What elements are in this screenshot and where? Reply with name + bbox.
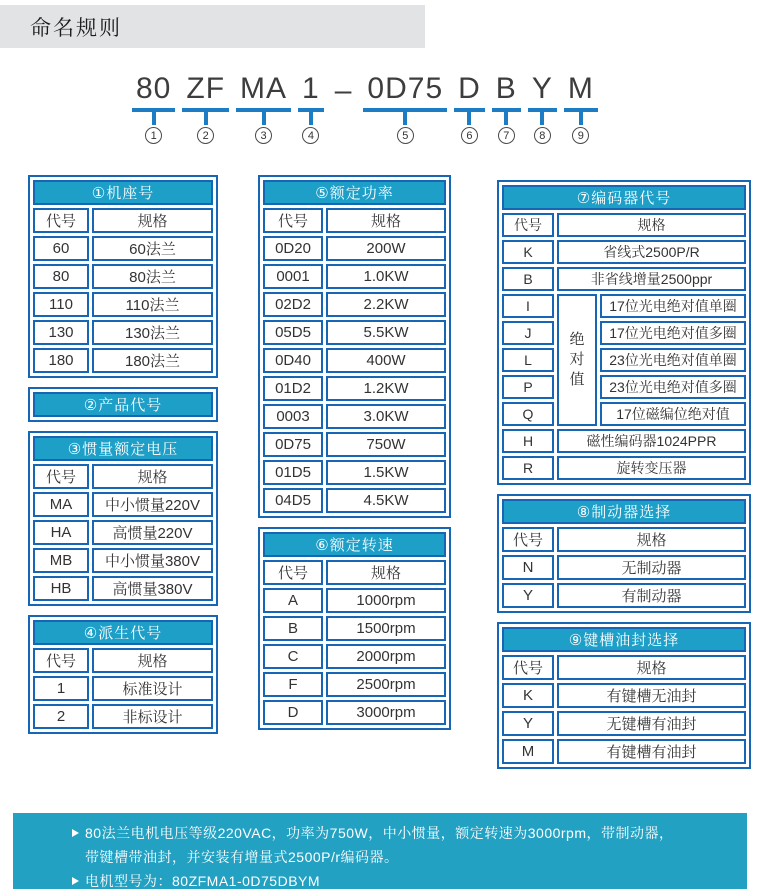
table-cell: 0D40 xyxy=(263,348,323,373)
table-cell: 02D2 xyxy=(263,292,323,317)
table-row xyxy=(263,432,446,457)
table-band: ②产品代号 xyxy=(33,392,213,417)
table-row xyxy=(33,236,213,261)
table-cell: 代号 xyxy=(502,213,554,237)
table-cell: Q xyxy=(502,402,554,426)
table-row xyxy=(502,555,746,580)
table-band: ⑦编码器代号 xyxy=(502,185,746,210)
table-row xyxy=(33,576,213,601)
table-cell: 4.5KW xyxy=(326,488,446,513)
table-cell: 110 xyxy=(33,292,89,317)
table-row xyxy=(263,616,446,641)
table-cell: 1.2KW xyxy=(326,376,446,401)
model-segment-text: B xyxy=(495,72,517,105)
table-cell: HB xyxy=(33,576,89,601)
table-cell: 80法兰 xyxy=(92,264,213,289)
spec-table xyxy=(258,527,451,730)
table-cell: P xyxy=(502,375,554,399)
segment-number-badge: 8 xyxy=(534,127,551,144)
table-band-row xyxy=(33,436,213,461)
spec-table xyxy=(28,175,218,378)
table-row xyxy=(502,655,746,680)
table-row xyxy=(263,264,446,289)
table-band: ④派生代号 xyxy=(33,620,213,645)
table-row xyxy=(502,294,746,318)
segment-number-badge: 2 xyxy=(197,127,214,144)
table-row xyxy=(502,711,746,736)
table-cell: 旋转变压器 xyxy=(557,456,746,480)
model-segment xyxy=(240,74,287,144)
table-cell: B xyxy=(502,267,554,291)
tables-column-right xyxy=(497,180,751,778)
table-row xyxy=(33,264,213,289)
table-cell: 180 xyxy=(33,348,89,373)
table-row xyxy=(502,527,746,552)
table-cell: 规格 xyxy=(557,213,746,237)
table-cell: 规格 xyxy=(326,560,446,585)
segment-number-badge: 7 xyxy=(498,127,515,144)
table-row xyxy=(33,648,213,673)
table-cell: 高惯量220V xyxy=(92,520,213,545)
table-cell: 60 xyxy=(33,236,89,261)
table-row xyxy=(33,208,213,233)
model-segment-text: 0D75 xyxy=(367,72,444,105)
page-title: 命名规则 xyxy=(30,16,122,40)
table-cell: 规格 xyxy=(557,655,746,680)
model-segment xyxy=(367,74,443,144)
table-row xyxy=(263,208,446,233)
table-cell: 1.0KW xyxy=(326,264,446,289)
table-cell: 23位光电绝对值多圈 xyxy=(600,375,746,399)
table-band: ⑧制动器选择 xyxy=(502,499,746,524)
spec-table xyxy=(28,431,218,606)
table-cell: 绝 对 值 xyxy=(557,294,597,426)
table-row xyxy=(502,321,746,345)
table-cell: 17位磁编位绝对值 xyxy=(600,402,746,426)
table-row xyxy=(263,320,446,345)
table-cell: 有键槽无油封 xyxy=(557,683,746,708)
footer-line-text: 80法兰电机电压等级220VAC，功率为750W，中小惯量，额定转速为3000rpm，带制动器， xyxy=(85,825,674,841)
table-cell: 磁性编码器1024PPR xyxy=(557,429,746,453)
table-row xyxy=(263,236,446,261)
footer-line xyxy=(72,845,737,869)
footer-line-text: 电机型号为：80ZFMA1-0D75DBYM xyxy=(85,873,321,889)
table-band: ⑤额定功率 xyxy=(263,180,446,205)
table-band: ③惯量额定电压 xyxy=(33,436,213,461)
spec-table xyxy=(28,387,218,422)
model-segment-text: 80 xyxy=(136,72,172,105)
model-segment-text: M xyxy=(567,72,594,105)
table-cell: R xyxy=(502,456,554,480)
table-cell: 规格 xyxy=(92,464,213,489)
table-cell: J xyxy=(502,321,554,345)
table-cell: 2000rpm xyxy=(326,644,446,669)
table-cell: 3.0KW xyxy=(326,404,446,429)
table-cell: 规格 xyxy=(557,527,746,552)
table-row xyxy=(263,672,446,697)
table-cell: HA xyxy=(33,520,89,545)
table-band-row xyxy=(33,392,213,417)
table-cell: 代号 xyxy=(263,560,323,585)
table-cell: 04D5 xyxy=(263,488,323,513)
table-row xyxy=(263,292,446,317)
segment-number-badge: 6 xyxy=(461,127,478,144)
table-row xyxy=(263,376,446,401)
model-segment xyxy=(532,74,553,144)
table-cell: 1 xyxy=(33,676,89,701)
table-cell: 0D20 xyxy=(263,236,323,261)
table-row xyxy=(33,292,213,317)
model-number-diagram xyxy=(136,74,594,144)
model-segment-text: – xyxy=(334,74,353,107)
table-cell: 01D5 xyxy=(263,460,323,485)
segment-stem xyxy=(540,112,544,125)
table-row xyxy=(263,460,446,485)
table-cell: 110法兰 xyxy=(92,292,213,317)
table-cell: 2500rpm xyxy=(326,672,446,697)
table-row xyxy=(33,676,213,701)
table-cell: D xyxy=(263,700,323,725)
table-cell: 代号 xyxy=(33,208,89,233)
table-row xyxy=(502,456,746,480)
table-cell: K xyxy=(502,683,554,708)
table-row xyxy=(263,404,446,429)
table-row xyxy=(502,429,746,453)
table-row xyxy=(33,464,213,489)
table-row xyxy=(502,348,746,372)
spec-table xyxy=(258,175,451,518)
table-cell: H xyxy=(502,429,554,453)
table-cell: 2 xyxy=(33,704,89,729)
segment-number-badge: 1 xyxy=(145,127,162,144)
segment-number-badge: 9 xyxy=(572,127,589,144)
model-segment xyxy=(302,74,320,144)
table-cell: 非标设计 xyxy=(92,704,213,729)
table-cell: MA xyxy=(33,492,89,517)
table-row xyxy=(502,583,746,608)
tables-column-middle xyxy=(258,175,451,739)
table-cell: A xyxy=(263,588,323,613)
segment-number-badge: 5 xyxy=(397,127,414,144)
table-cell: 规格 xyxy=(326,208,446,233)
table-cell: 有制动器 xyxy=(557,583,746,608)
table-row xyxy=(263,348,446,373)
model-segment xyxy=(496,74,517,144)
table-cell: 60法兰 xyxy=(92,236,213,261)
section-title-bar xyxy=(0,5,425,48)
table-band-row xyxy=(502,627,746,652)
segment-stem xyxy=(504,112,508,125)
segment-stem xyxy=(579,112,583,125)
table-cell: 0001 xyxy=(263,264,323,289)
table-cell: N xyxy=(502,555,554,580)
table-cell: 规格 xyxy=(92,208,213,233)
spec-table xyxy=(497,180,751,485)
table-cell: 3000rpm xyxy=(326,700,446,725)
table-cell: 无键槽有油封 xyxy=(557,711,746,736)
table-cell: 代号 xyxy=(33,464,89,489)
model-segment-text: Y xyxy=(531,72,553,105)
table-row xyxy=(263,560,446,585)
table-cell: 200W xyxy=(326,236,446,261)
segment-stem xyxy=(262,112,266,125)
model-segment-text: MA xyxy=(240,72,288,105)
arrow-bullet-icon xyxy=(72,877,79,885)
table-row xyxy=(263,588,446,613)
table-cell: 17位光电绝对值多圈 xyxy=(600,321,746,345)
table-row xyxy=(33,348,213,373)
table-cell: M xyxy=(502,739,554,764)
table-band-row xyxy=(502,499,746,524)
table-cell: 2.2KW xyxy=(326,292,446,317)
table-cell: 代号 xyxy=(33,648,89,673)
table-cell: 非省线增量2500ppr xyxy=(557,267,746,291)
table-cell: 规格 xyxy=(92,648,213,673)
table-cell: 中小惯量220V xyxy=(92,492,213,517)
table-cell: Y xyxy=(502,711,554,736)
table-cell: 05D5 xyxy=(263,320,323,345)
table-cell: MB xyxy=(33,548,89,573)
model-segment-text: ZF xyxy=(186,72,226,105)
table-band: ⑨键槽油封选择 xyxy=(502,627,746,652)
model-segment xyxy=(136,74,171,144)
table-band-row xyxy=(502,185,746,210)
table-band: ①机座号 xyxy=(33,180,213,205)
table-cell: I xyxy=(502,294,554,318)
table-row xyxy=(263,488,446,513)
table-cell: 1.5KW xyxy=(326,460,446,485)
table-band-row xyxy=(263,180,446,205)
table-cell: 130法兰 xyxy=(92,320,213,345)
table-row xyxy=(33,320,213,345)
table-cell: 无制动器 xyxy=(557,555,746,580)
table-cell: 400W xyxy=(326,348,446,373)
table-row xyxy=(33,520,213,545)
table-band-row xyxy=(33,620,213,645)
footer-line xyxy=(72,869,737,893)
table-cell: 有键槽有油封 xyxy=(557,739,746,764)
spec-table xyxy=(28,615,218,734)
table-cell: 80 xyxy=(33,264,89,289)
table-cell: F xyxy=(263,672,323,697)
segment-number-badge: 4 xyxy=(302,127,319,144)
footer-line-text: 带键槽带油封，并安装有增量式2500P/r编码器。 xyxy=(85,849,399,865)
table-cell: Y xyxy=(502,583,554,608)
table-cell: B xyxy=(263,616,323,641)
table-cell: 17位光电绝对值单圈 xyxy=(600,294,746,318)
table-cell: 1500rpm xyxy=(326,616,446,641)
table-cell: K xyxy=(502,240,554,264)
table-cell: 高惯量380V xyxy=(92,576,213,601)
table-row xyxy=(502,213,746,237)
table-cell: 5.5KW xyxy=(326,320,446,345)
segment-number-badge: 3 xyxy=(255,127,272,144)
model-segment xyxy=(186,74,225,144)
segment-stem xyxy=(467,112,471,125)
table-row xyxy=(502,739,746,764)
footer-line xyxy=(72,821,737,845)
table-cell: C xyxy=(263,644,323,669)
footer-note xyxy=(13,813,747,889)
table-cell: L xyxy=(502,348,554,372)
table-cell: 01D2 xyxy=(263,376,323,401)
table-row xyxy=(33,492,213,517)
table-cell: 省线式2500P/R xyxy=(557,240,746,264)
table-cell: 中小惯量380V xyxy=(92,548,213,573)
table-cell: 750W xyxy=(326,432,446,457)
tables-column-left xyxy=(28,175,218,743)
table-row xyxy=(502,683,746,708)
segment-stem xyxy=(152,112,156,125)
model-segment-text: 1 xyxy=(302,72,320,105)
table-row xyxy=(502,402,746,426)
table-row xyxy=(502,267,746,291)
table-row xyxy=(33,704,213,729)
spec-table xyxy=(497,494,751,613)
segment-stem xyxy=(204,112,208,125)
table-cell: 180法兰 xyxy=(92,348,213,373)
table-band-row xyxy=(263,532,446,557)
table-cell: 代号 xyxy=(502,655,554,680)
table-cell: 130 xyxy=(33,320,89,345)
table-row xyxy=(263,700,446,725)
table-cell: 标准设计 xyxy=(92,676,213,701)
segment-stem xyxy=(309,112,313,125)
table-cell: 代号 xyxy=(502,527,554,552)
table-band-row xyxy=(33,180,213,205)
arrow-bullet-icon xyxy=(72,829,79,837)
segment-stem xyxy=(403,112,407,125)
model-segment xyxy=(568,74,594,144)
table-cell: 0D75 xyxy=(263,432,323,457)
table-row xyxy=(33,548,213,573)
model-segment-text: D xyxy=(458,72,481,105)
table-cell: 0003 xyxy=(263,404,323,429)
table-cell: 23位光电绝对值单圈 xyxy=(600,348,746,372)
model-segment xyxy=(458,74,481,144)
table-row xyxy=(263,644,446,669)
table-row xyxy=(502,375,746,399)
table-cell: 代号 xyxy=(263,208,323,233)
spec-table xyxy=(497,622,751,769)
table-band: ⑥额定转速 xyxy=(263,532,446,557)
model-segment xyxy=(335,74,353,106)
table-row xyxy=(502,240,746,264)
table-cell: 1000rpm xyxy=(326,588,446,613)
